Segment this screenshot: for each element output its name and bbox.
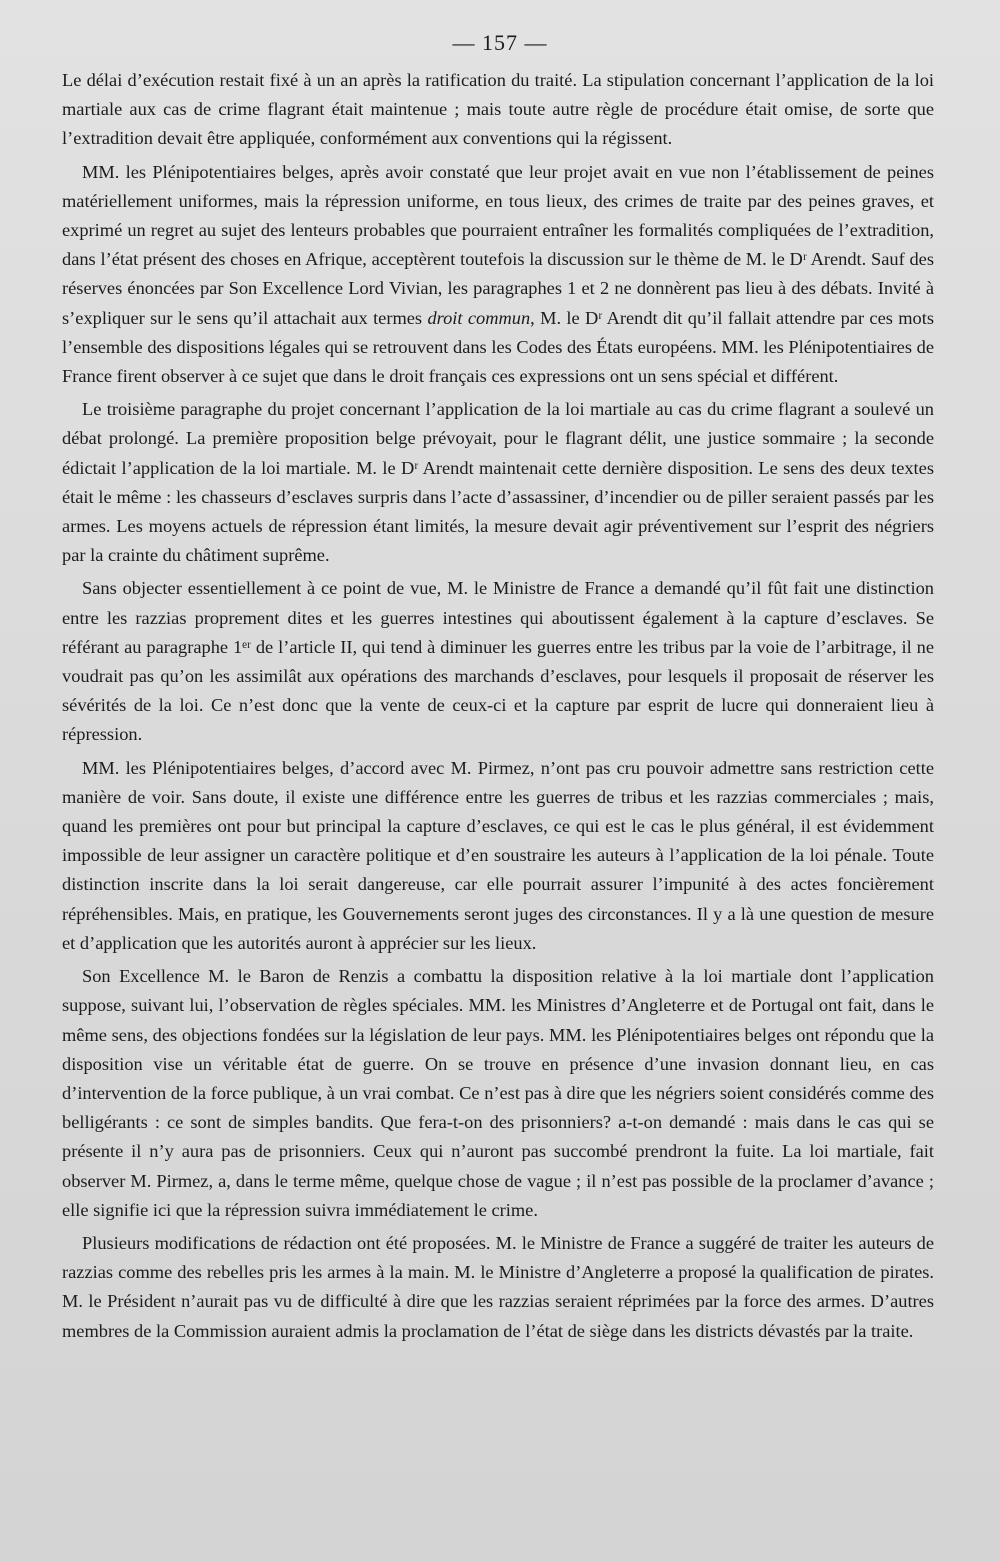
italic-term: droit commun [427, 307, 531, 328]
paragraph: MM. les Plénipotentiaires belges, d’accord avec M. Pirmez, n’ont pas cru pouvoir admettre sans restriction cette manière de voir. Sans doute, il existe une différence entre les guerres de tribus et les razzias commerciales ; mais, quand les premières ont pour but principal la capture d’esclaves, ce qui est le cas le plus général, il est évidemment impossible de leur assigner un caractère politique et d’en soustraire les auteurs à l’application de la loi pénale. Toute distinction inscrite dans la loi serait dangereuse, car elle pourrait assurer l’impunité à des actes foncièrement répréhensibles. Mais, en pratique, les Gouvernements seront juges des circonstances. Il y a là une question de mesure et d’application que les autorités auront à apprécier sur les lieux. [62, 757, 934, 953]
paragraph: Sans objecter essentiellement à ce point de vue, M. le Ministre de France a demandé qu’il fût fait une distinction entre les razzias proprement dites et les guerres intestines qui aboutissent également à la capture d’esclaves. Se référant au paragraphe 1ᵉʳ de l’article II, qui tend à diminuer les guerres entre les tribus par la voie de l’arbitrage, il ne voudrait pas qu’on les assimilât aux opérations des marchands d’esclaves, pour lesquels il proposait de réserver les sévérités de la loi. Ce n’est donc que la vente de ceux-ci et la capture par esprit de lucre qui donneraient lieu à répression. [62, 578, 934, 745]
body-text [62, 66, 934, 1350]
paragraph: MM. les Plénipotentiaires belges, après avoir constaté que leur projet avait en vue non l’établissement de peines matériellement uniformes, mais la répression uniforme, en tous lieux, des crimes de traite par des peines graves, et exprimé un regret au sujet des lenteurs probables que pourraient entraîner les formalités compliquées de l’extradition, dans l’état présent des choses en Afrique, acceptèrent toutefois la discussion sur le thème de M. le Dʳ Arendt. Sauf des réserves énoncées par Son Excellence Lord Vivian, les paragraphes 1 et 2 ne donnèrent pas lieu à des débats. Invité à s’expliquer sur le sens qu’il attachait aux termes droit commun, M. le Dʳ Arendt dit qu’il fallait attendre par ces mots l’ensemble des dispositions légales qui se retrouvent dans les Codes des États européens. MM. les Plénipotentiaires de France firent observer à ce sujet que dans le droit français ces expressions ont un sens spécial et différent. [62, 161, 934, 387]
page-number: — 157 — [452, 30, 548, 55]
paragraph: Plusieurs modifications de rédaction ont été proposées. M. le Ministre de France a suggéré de traiter les auteurs de razzias comme des rebelles pris les armes à la main. M. le Ministre d’Angleterre a proposé la qualification de pirates. M. le Président n’aurait pas vu de difficulté à dire que les razzias seraient réprimées par la force des armes. D’autres membres de la Commission auraient admis la proclamation de l’état de siège dans les districts dévastés par la traite. [62, 1232, 934, 1341]
paragraph: Son Excellence M. le Baron de Renzis a combattu la disposition relative à la loi martiale dont l’application suppose, suivant lui, l’observation de règles spéciales. MM. les Ministres d’Angleterre et de Portugal ont fait, dans le même sens, des objections fondées sur la législation de leur pays. MM. les Plénipotentiaires belges ont répondu que la disposition vise un véritable état de guerre. On se trouve en présence d’une invasion donnant lieu, en cas d’intervention de la force publique, à un vrai combat. Ce n’est pas à dire que les négriers soient considérés comme des belligérants : ce sont de simples bandits. Que fera-t-on des prisonniers? a-t-on demandé : mais dans le cas qui se présente il n’y aura pas de prisonniers. Ceux qui n’auront pas succombé prendront la fuite. La loi martiale, fait observer M. Pirmez, a, dans le terme même, quelque chose de vague ; il n’est pas possible de la proclamer d’avance ; elle signifie ici que la répression suivra immédiatement le crime. [62, 966, 934, 1220]
paragraph: Le troisième paragraphe du projet concernant l’application de la loi martiale au cas du crime flagrant a soulevé un débat prolongé. La première proposition belge prévoyait, pour le flagrant délit, une justice sommaire ; la seconde édictait l’application de la loi martiale. M. le Dʳ Arendt maintenait cette dernière disposition. Le sens des deux textes était le même : les chasseurs d’esclaves surpris dans l’acte d’assassiner, d’incendier ou de piller seraient passés par les armes. Les moyens actuels de répression étant limités, la mesure devait agir préventivement sur l’esprit des négriers par la crainte du châtiment suprême. [62, 399, 934, 566]
paragraph: Le délai d’exécution restait fixé à un an après la ratification du traité. La stipulation concernant l’application de la loi martiale aux cas de crime flagrant était maintenue ; mais toute autre règle de procédure était omise, de sorte que l’extradition devait être appliquée, conformément aux conventions qui la régissent. [62, 70, 934, 149]
